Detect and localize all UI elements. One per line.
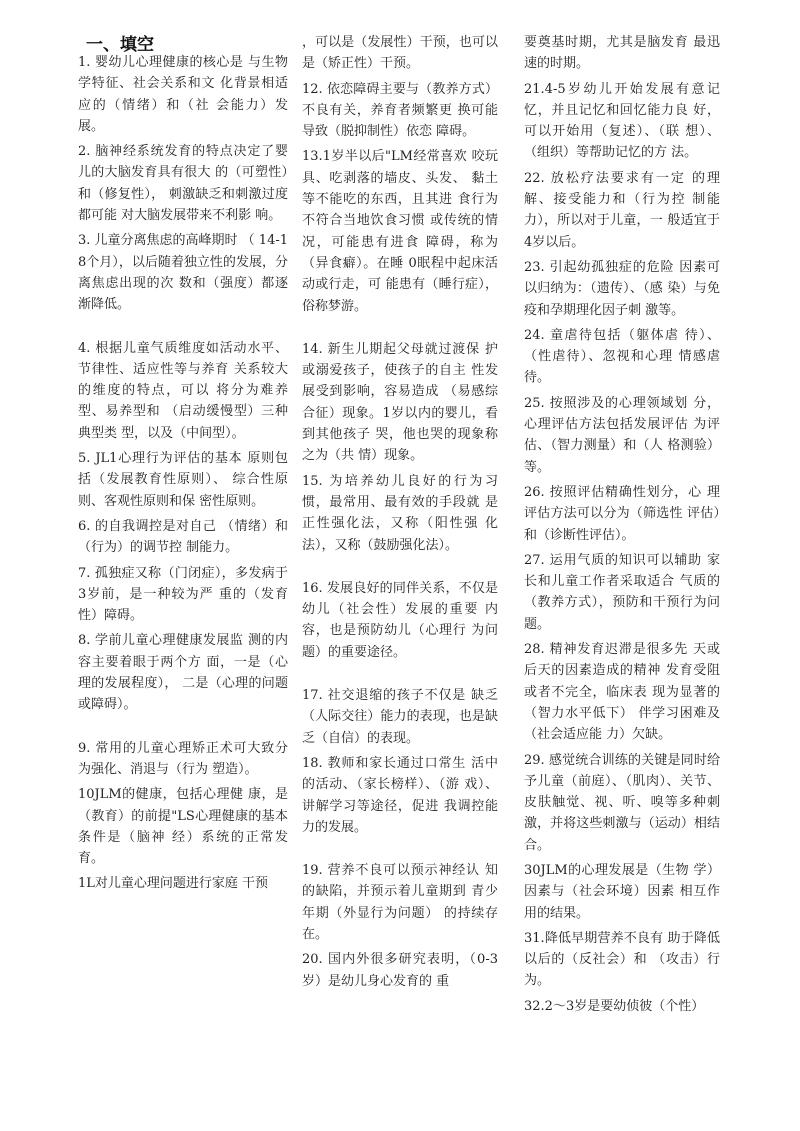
question-9: 9. 常用的儿童心理矫正术可大致分为强化、消退与（行为 塑造）。 — [78, 740, 288, 777]
question-23: 23. 引起幼孤独症的危险 因素可以归纳为：（遗传）、（感 染）与免疫和孕期理化因子刺 激等。 — [524, 259, 720, 318]
question-13: 13.1岁半以后"LM经常喜欢 咬玩具、吃剥落的墙皮、头发、 黏土等不能吃的东西，且其进 食行为不符合当地饮食习惯 或传统的情况，可能患有进食 障碍，称为（异食癖）。在睡 0眠程中起床活动或行走，可 能患有（睡行症），俗称梦游。 — [302, 149, 498, 314]
question-26: 26. 按照评估精确性划分，心 理评估方法可以分为（筛选性 评估）和（诊断性评估）。 — [524, 484, 720, 543]
question-19: 19. 营养不良可以预示神经认 知的缺陷，并预示着儿童期到 青少年期（外显行为问题） 的持续存在。 — [302, 863, 498, 942]
question-18: 18. 教师和家长通过口常生 活中的活动、（家长榜样）、（游 戏）、讲解学习等途径，促进 我调控能力的发展。 — [302, 755, 498, 835]
question-25: 25. 按照涉及的心理领域划 分，心理评估方法包括发展评估 为评估、（智力测量）和（人 格测验）等。 — [524, 395, 720, 475]
question-15: 15. 为培养幼儿良好的行为习 惯，最常用、最有效的手段就 是正性强化法，又称（阳性强 化法），又称（鼓励强化法）。 — [302, 473, 498, 553]
question-22: 22. 放松疗法要求有一定 的理解、接受能力和（行为控 制能力），所以对于儿童，一 般适宜于4岁以后。 — [524, 170, 720, 250]
question-20-end: 要奠基时期，尤其是脑发育 最迅速的时期。 — [524, 35, 720, 72]
question-17: 17. 社交退缩的孩子不仅是 缺乏（人际交往）能力的表现，也是缺乏（自信）的表现。 — [302, 688, 498, 746]
question-32: 32.2～3岁是要幼侦彼（个性） — [524, 998, 705, 1014]
question-2: 2. 脑神经系统发育的特点决定了婴儿的大脑发育具有很大 的（可塑性）和（修复性）， 刺激缺乏和刺激过度都可能 对大脑发展带来不利影 响。 — [78, 144, 288, 224]
column-middle — [302, 32, 498, 996]
question-14: 14. 新生儿期起父母就过渡保 护或溺爱孩子，使孩子的自主 性发展受到影响，容易造成 （易感综合征）现象。1岁以内的婴儿，看到其他孩子 哭，他也哭的现象称之为（共 情）现象。 — [302, 341, 498, 464]
question-11-start: 1L对儿童心理问题进行家庭 干预 — [78, 876, 269, 892]
question-30: 30JLM的心理发展是（生物 学）因素与（社会环境）因素 相互作用的结果。 — [524, 862, 720, 921]
question-3: 3. 儿童分离焦虑的高峰期时 （ 14-18个月），以后随着独立性的发展，分离焦虑出现的次 数和（强度）都逐渐降低。 — [78, 233, 289, 313]
question-4: 4. 根据儿童气质维度如活动水平、节律性、适应性等与养育 关系较大的维度的特点，可以 将分为难养型、易养型和 （启动缓慢型）三种典型类 型，以及（中间型）。 — [78, 340, 288, 441]
question-16: 16. 发展良好的同伴关系，不仅是幼儿（社会性）发展的重要 内容，也是预防幼儿（心理行 为问题）的重要途径。 — [302, 580, 498, 660]
question-5: 5. JL1心理行为评估的基本 原则包括（发展教育性原则）、 综合性原则、客观性原则和保 密性原则。 — [78, 451, 288, 509]
question-31: 31.降低早期营养不良有 助于降低以后的（反社会）和 （攻击）行为。 — [524, 930, 720, 989]
column-right — [524, 32, 720, 1021]
question-24: 24. 童虐待包括（躯体虐 待）、（性虐待）、忽视和心理 情感虐待。 — [524, 327, 720, 386]
section-heading: 一、填空 — [86, 35, 154, 55]
question-29: 29. 感觉统合训练的关键是同时给予儿童（前庭）、（肌肉）、关节、皮肤触觉、视、听、嗅等多种刺激，并将这些刺激与（运动）相结合。 — [524, 752, 720, 853]
column-left — [78, 52, 288, 899]
question-11-end: ，可以是（发展性）干预，也可以是（矫正性）干预。 — [302, 35, 498, 72]
question-7: 7. 孤独症又称（门闭症），多发病于3岁前，是一种较为严 重的（发育性）障碍。 — [78, 565, 288, 624]
question-6: 6. 的自我调控是对自己 （情绪）和（行为）的调节控 制能力。 — [78, 518, 288, 556]
question-8: 8. 学前儿童心理健康发展监 测的内容主要着眼于两个方 面，一是（心理的发展程度）， 二是（心理的问题或障碍）。 — [78, 633, 288, 713]
question-28: 28. 精神发育迟滞是很多先 天或后天的因素造成的精神 发育受阻或者不完全，临床表 现为显著的（智力水平低下） 伴学习困难及（社会适应能 力）欠缺。 — [524, 642, 720, 743]
question-10: 10JLM的健康，包括心理健 康，是（教育）的前提"LS心理健康的基本条件是（脑神 经）系统的正常发育。 — [78, 787, 288, 867]
question-21: 21.4-5岁幼儿开始发展有意记 忆，并且记忆和回忆能力良 好，可以开始用（复述）、（联 想）、（组织）等帮助记忆的方 法。 — [524, 81, 720, 161]
question-12: 12. 依恋障碍主要与（教养方式）不良有关，养育者频繁更 换可能导致（脱抑制性）依恋 障碍。 — [302, 81, 498, 140]
question-20-start: 20. 国内外很多研究表明，（0-3岁）是幼儿身心发育的 重 — [302, 952, 498, 989]
question-1: 1. 婴幼儿心理健康的核心是 与生物学特征、社会关系和文 化背景相适应的（情绪）和（社 会能力）发展。 — [78, 55, 288, 134]
question-27: 27. 运用气质的知识可以辅助 家长和儿童工作者采取适合 气质的（教养方式），预防和干预行为问题。 — [524, 552, 720, 632]
